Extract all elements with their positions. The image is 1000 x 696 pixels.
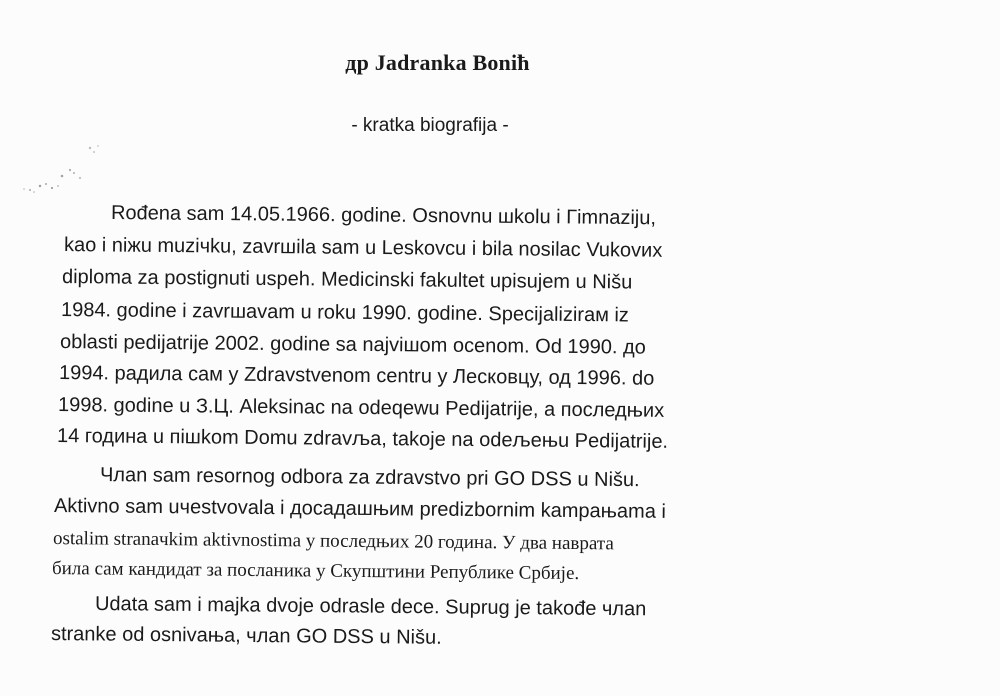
body-line-12: била сам кандидат за посланика у Скупштини Републике Србије. [51, 558, 580, 585]
scan-noise-mark [10, 140, 120, 210]
body-line-3: diploma za postignuti uspeh. Medicinski fakultet upisujem u Nišu [61, 266, 633, 294]
body-line-6: 1994. радила сам у Zdravstvenom centru у Лесковцу, од 1996. do [58, 362, 655, 390]
body-line-8: 14 година u пiшkom Domu zdravља, takoјe na odeљeњu Pedijatrije. [56, 425, 669, 453]
body-line-5: oblasti pedijatrije 2002. godine sa najviшom ocenom. Od 1990. до [59, 331, 646, 359]
body-line-9: Члan sam resornog odbora za zdravstvo pri GO DSS u Nišu. [99, 464, 640, 492]
body-line-2: kao i niжu muziчku, zavrшila sam u Leskovcu i bila nosilac Vukovих [63, 234, 663, 262]
document-subtitle: - kratka biografija - [351, 115, 509, 136]
body-line-10: Aktivno sam uчestvovala i досадашњим predizbornim kampaњama i [53, 495, 666, 523]
body-line-13: Udata sam i majka dvoje odrasle dece. Suprug je takođe члan [94, 593, 647, 621]
body-line-4: 1984. godine i zavrшavam u roku 1990. godine. Specijalizirам iz [60, 299, 629, 327]
body-line-1: Rođena sam 14.05.1966. godine. Osnovnu шkolu i Гimnaziju, [110, 202, 657, 230]
body-line-14: stranke od osnivaња, члan GO DSS u Nišu. [50, 623, 442, 649]
body-line-7: 1998. godine u З.Ц. Aleksinac na odeqewu Pedijatrije, а последњих [57, 394, 665, 422]
document-title: др Jadranka Boniћ [345, 50, 530, 75]
body-line-11: ostalim stranaчkim aktivnostima у последњих 20 година. У два наврата [52, 528, 614, 555]
